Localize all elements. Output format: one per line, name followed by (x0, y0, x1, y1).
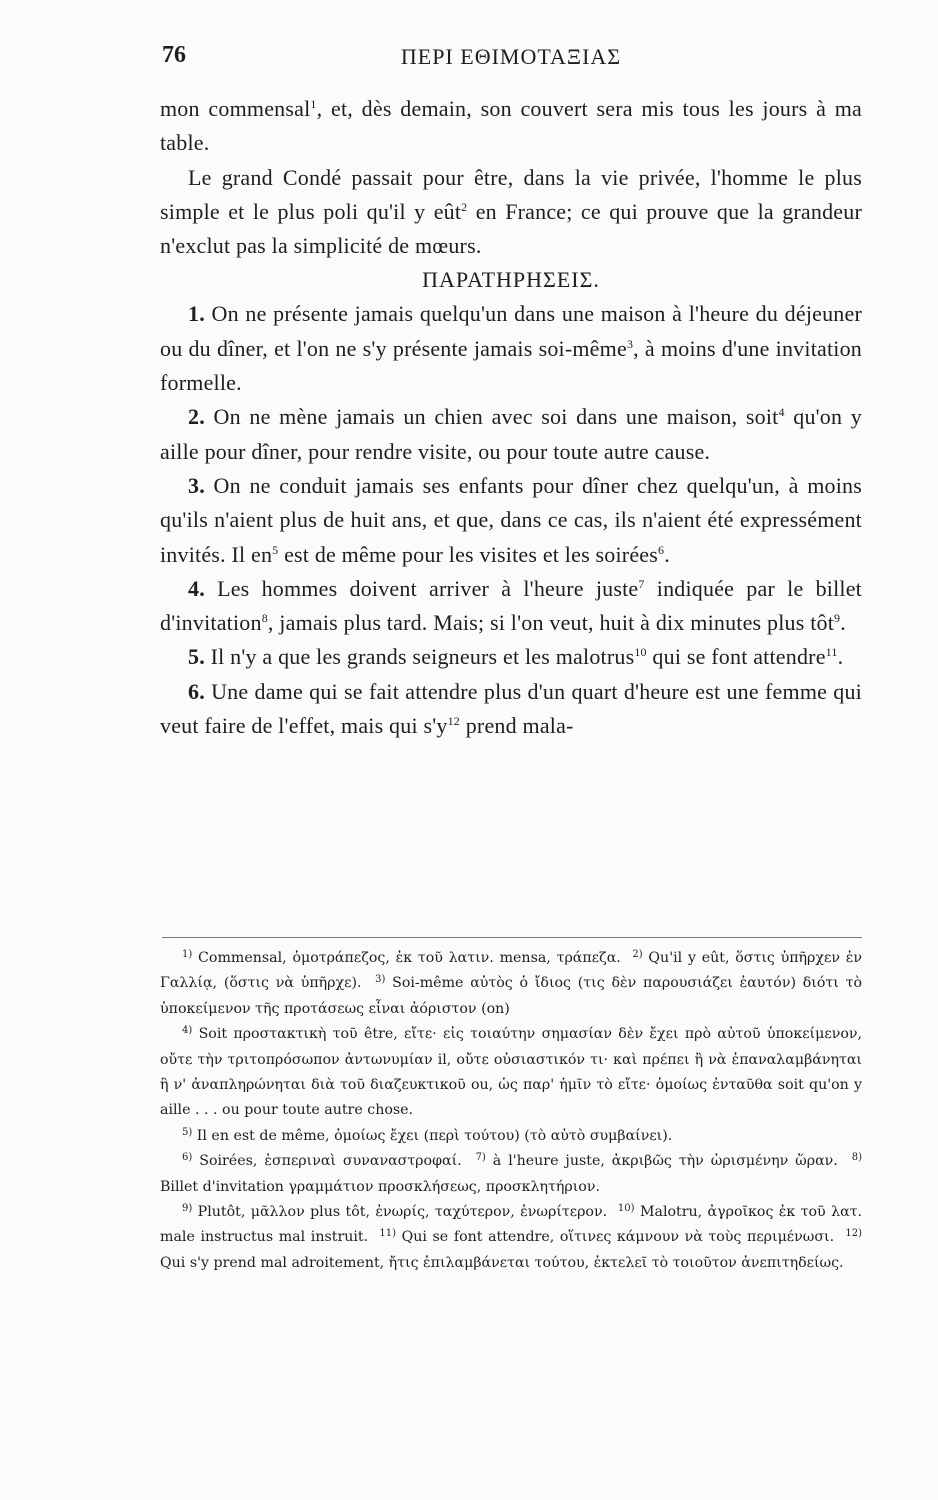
text-run: mon commensal (160, 96, 311, 121)
footnote-mark: 1) (182, 949, 193, 960)
footnote-ref-6: 6 (658, 542, 665, 557)
footnote-9: Plutôt, μᾶλλον plus tôt, ἐνωρίς, ταχύτερον, ἐνωρίτερον. (197, 1204, 608, 1221)
footnote-mark: 3) (375, 974, 386, 986)
footnote-group (160, 1022, 862, 1124)
paragraph-1 (160, 92, 862, 161)
footnote-2: Qu'il y eût, ὅστις ὑπῆρχεν ἐν Γαλλίᾳ, (ὅστις νὰ ὑπῆρχε). (160, 950, 862, 992)
text-run: . (837, 644, 844, 670)
text-run: , à moins d'une invitation formelle. (160, 335, 862, 396)
footnote-mark: 7) (475, 1152, 486, 1164)
text-run: , jamais plus tard. Mais; si l'on veut, huit à dix minutes plus tôt (267, 610, 835, 636)
footnote-ref-12: 12 (447, 714, 461, 729)
footnote-1: Commensal, ὁμοτράπεζος, ἐκ τοῦ λατιν. mensa, τράπεζα. (198, 950, 621, 966)
footnote-group (160, 1124, 862, 1149)
footnote-ref-5: 5 (272, 542, 279, 557)
footnote-mark: 2) (632, 949, 643, 960)
footnote-ref-3: 3 (626, 336, 634, 351)
footnote-7: à l'heure juste, ἀκριβῶς τὴν ὡρισμένην ὥραν. (492, 1153, 838, 1170)
footnote-ref-8: 8 (261, 611, 268, 626)
footnote-mark: 12) (845, 1228, 862, 1240)
footnote-ref-2: 2 (461, 199, 468, 214)
footnote-mark: 4) (182, 1025, 193, 1037)
text-run: Les hommes doivent arriver à l'heure juste (204, 575, 639, 601)
footnote-mark: 10) (617, 1203, 635, 1215)
text-run: Il n'y a que les grands seigneurs et les malotrus (204, 644, 635, 670)
footnote-ref-7: 7 (638, 576, 645, 591)
footnote-mark: 9) (182, 1203, 193, 1215)
footnote-ref-4: 4 (778, 405, 785, 420)
item-number: 5. (188, 644, 205, 670)
footnote-ref-9: 9 (834, 611, 841, 626)
text-run: , et, dès demain, son couvert sera mis tous les jours à ma table. (160, 96, 863, 156)
text-run: indiquée par le billet d'invitation (160, 575, 862, 636)
item-number: 4. (188, 575, 205, 601)
body-text (160, 92, 862, 743)
observation-6 (160, 675, 862, 744)
observation-3 (160, 469, 862, 572)
text-run: . (840, 610, 846, 636)
page-header (160, 40, 862, 76)
item-number: 2. (188, 404, 205, 430)
footnote-12: Qui s'y prend mal adroitement, ἤτις ἐπιλαμβάνεται τούτου, ἐκτελεῖ τὸ τοιοῦτον ἀνεπιτηδείως. (160, 1254, 844, 1271)
section-title: ΠΑΡΑΤΗΡΗΣΕΙΣ. (422, 267, 600, 293)
footnote-rule (162, 937, 862, 938)
observation-5 (160, 640, 862, 674)
text-run: prend mala- (460, 713, 574, 739)
text-run: Le grand Condé passait pour être, dans la vie privée, l'homme le plus simple et le plus poli qu'il y eût (160, 164, 862, 224)
footnote-ref-11: 11 (825, 645, 838, 660)
text-run: est de même pour les visites et les soirées (278, 541, 659, 567)
item-number: 6. (188, 678, 205, 704)
footnote-group (160, 1149, 862, 1200)
paragraph-2 (160, 161, 862, 264)
footnote-4: Soit προστακτικὴ τοῦ être, εἴτε· εἰς τοιαύτην σημασίαν δὲν ἔχει πρὸ αὐτοῦ ὑποκείμενον, οὔτε τὴν τριτοπρόσωπον ἀντωνυμίαν il, οὔτε οὐσιαστικόν τι· καὶ πρέπει ἢ νὰ ἐπαναλαμβάνηται ἢ ν' ἀναπληρώνηται διὰ τοῦ διαζευκτικοῦ ou, ὡς παρ' ἡμῖν τὸ εἴτε· ὁμοίως ἐνταῦθα soit qu'on y aille . . . ou pour toute autre chose. (160, 1026, 862, 1119)
footnote-ref-1: 1 (310, 97, 317, 111)
footnotes (160, 946, 862, 1276)
item-number: 1. (188, 301, 205, 327)
item-number: 3. (188, 472, 205, 498)
footnote-ref-10: 10 (634, 645, 647, 660)
text-run: . (664, 541, 670, 567)
footnote-mark: 5) (182, 1126, 193, 1138)
page-number: 76 (162, 42, 186, 68)
text-run: On ne conduit jamais ses enfants pour dîner chez quelqu'un, à moins qu'ils n'aient plus de huit ans, et que, dans ce cas, ils n'aient été expressément invités. Il en (160, 472, 862, 567)
footnote-group (160, 946, 862, 1022)
footnote-11: Qui se font attendre, οἵτινες κάμνουν νὰ τοὺς περιμένωσι. (401, 1229, 835, 1246)
footnote-10: Malotru, ἀγροῖκος ἐκ τοῦ λατ. male instructus mal instruit. (160, 1204, 863, 1246)
footnote-5: Il en est de même, ὁμοίως ἔχει (περὶ τούτου) (τὸ αὐτὸ συμβαίνει). (196, 1127, 673, 1144)
observation-1 (160, 297, 862, 400)
text-run: qui se font attendre (646, 644, 826, 670)
footnote-3: Soi-même αὐτὸς ὁ ἴδιος (τις δὲν παρουσιάζει ἑαυτόν) διότι τὸ ὑποκείμενον τῆς προτάσεως εἶναι ἀόριστον (on) (160, 975, 862, 1017)
text-run: Une dame qui se fait attendre plus d'un quart d'heure est une femme qui veut faire de l'effet, mais qui s'y (160, 678, 862, 739)
text-run: On ne mène jamais un chien avec soi dans une maison, soit (204, 404, 779, 430)
footnote-6: Soirées, ἑσπεριναὶ συναναστροφαί. (199, 1153, 462, 1170)
text-run: qu'on y aille pour dîner, pour rendre visite, ou pour toute autre cause. (160, 404, 862, 464)
footnote-mark: 11) (379, 1228, 396, 1240)
observation-2 (160, 400, 862, 469)
running-head: ΠΕΡΙ ΕΘΙΜΟΤΑΞΙΑΣ (400, 44, 622, 69)
observation-4 (160, 572, 862, 641)
footnote-group (160, 1200, 862, 1276)
text-run: en France; ce qui prouve que la grandeur n'exclut pas la simplicité de mœurs. (160, 198, 862, 259)
footnote-8: Billet d'invitation γραμμάτιον προσκλήσεως, προσκλητήριον. (160, 1178, 600, 1195)
footnote-mark: 6) (182, 1152, 193, 1164)
text-run: On ne présente jamais quelqu'un dans une maison à l'heure du déjeuner ou du dîner, et l'on ne s'y présente jamais soi-même (160, 301, 862, 361)
footnote-mark: 8) (851, 1152, 862, 1164)
